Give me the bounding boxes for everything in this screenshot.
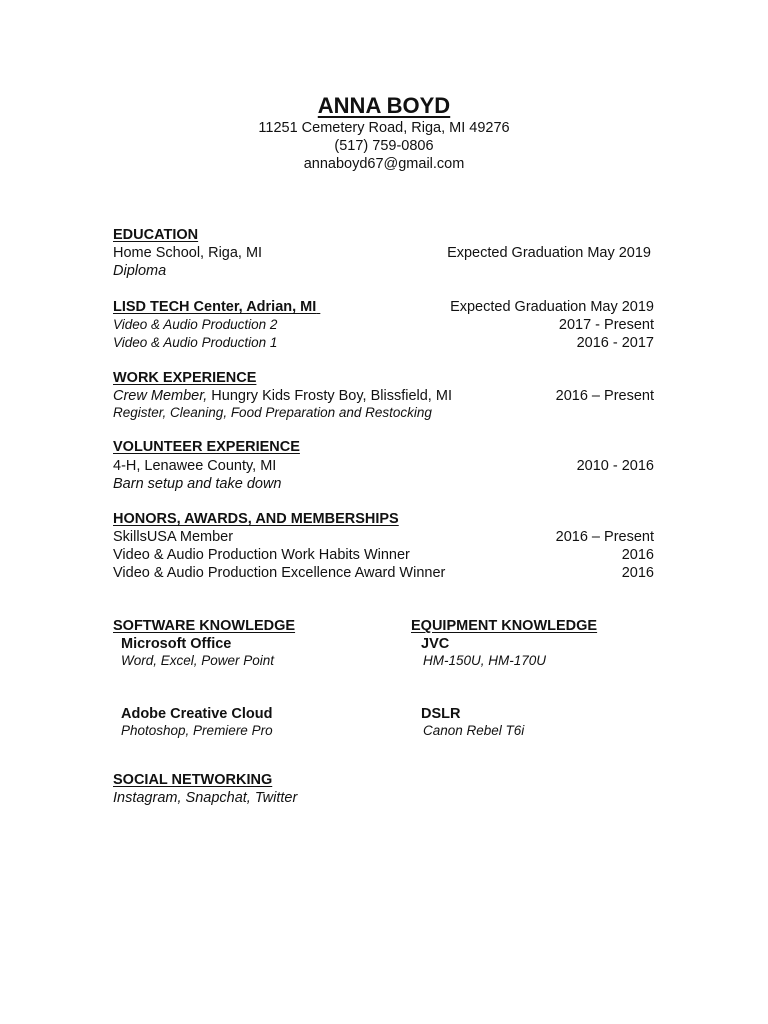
honor-3-text: Video & Audio Production Excellence Award Winner: [113, 565, 446, 581]
work-date: 2016 – Present: [555, 388, 654, 404]
honors-heading: HONORS, AWARDS, AND MEMBERSHIPS: [113, 511, 399, 527]
volunteer-heading: VOLUNTEER EXPERIENCE: [113, 439, 300, 455]
course-2-title: Video & Audio Production 1: [113, 335, 278, 350]
software-1-detail: Word, Excel, Power Point: [121, 653, 275, 668]
software-heading: SOFTWARE KNOWLEDGE: [113, 618, 296, 634]
equipment-2-name: DSLR: [421, 706, 461, 722]
software-1-name: Microsoft Office: [121, 636, 232, 652]
honor-2-text: Video & Audio Production Work Habits Winner: [113, 547, 410, 563]
email: annaboyd67@gmail.com: [303, 156, 465, 172]
honor-1-date: 2016 – Present: [555, 529, 654, 545]
equipment-heading: EQUIPMENT KNOWLEDGE: [411, 618, 598, 634]
social-detail: Instagram, Snapchat, Twitter: [113, 790, 298, 806]
volunteer-detail: Barn setup and take down: [113, 476, 282, 492]
work-duties: Register, Cleaning, Food Preparation and Restocking: [113, 405, 432, 420]
social-heading: SOCIAL NETWORKING: [113, 772, 273, 788]
course-1-title: Video & Audio Production 2: [113, 317, 278, 332]
software-2-detail: Photoshop, Premiere Pro: [121, 723, 273, 738]
work-heading: WORK EXPERIENCE: [113, 370, 257, 386]
honor-1-text: SkillsUSA Member: [113, 529, 234, 545]
school1-detail: Diploma: [113, 263, 167, 279]
school1-name: Home School, Riga, MI: [113, 245, 263, 261]
equipment-1-name: JVC: [421, 636, 450, 652]
address: 11251 Cemetery Road, Riga, MI 49276: [258, 120, 510, 136]
school1-date: Expected Graduation May 2019: [447, 245, 651, 261]
phone: (517) 759-0806: [334, 138, 434, 154]
school2-name: LISD TECH Center, Adrian, MI: [113, 299, 317, 315]
honor-2-date: 2016: [621, 547, 654, 563]
equipment-1-detail: HM-150U, HM-170U: [423, 653, 547, 668]
work-position: [113, 389, 452, 404]
volunteer-date: 2010 - 2016: [576, 458, 654, 474]
volunteer-org: 4-H, Lenawee County, MI: [113, 458, 277, 474]
course-2-date: 2016 - 2017: [576, 335, 654, 351]
work-place: Hungry Kids Frosty Boy, Blissfield, MI: [207, 388, 452, 404]
school2-date: Expected Graduation May 2019: [450, 299, 654, 315]
education-heading: EDUCATION: [113, 227, 199, 243]
course-1-date: 2017 - Present: [558, 317, 654, 333]
equipment-2-detail: Canon Rebel T6i: [423, 723, 525, 738]
honor-3-date: 2016: [621, 565, 654, 581]
applicant-name: ANNA BOYD: [317, 93, 451, 118]
software-2-name: Adobe Creative Cloud: [121, 706, 273, 722]
work-role: Crew Member,: [113, 388, 208, 404]
